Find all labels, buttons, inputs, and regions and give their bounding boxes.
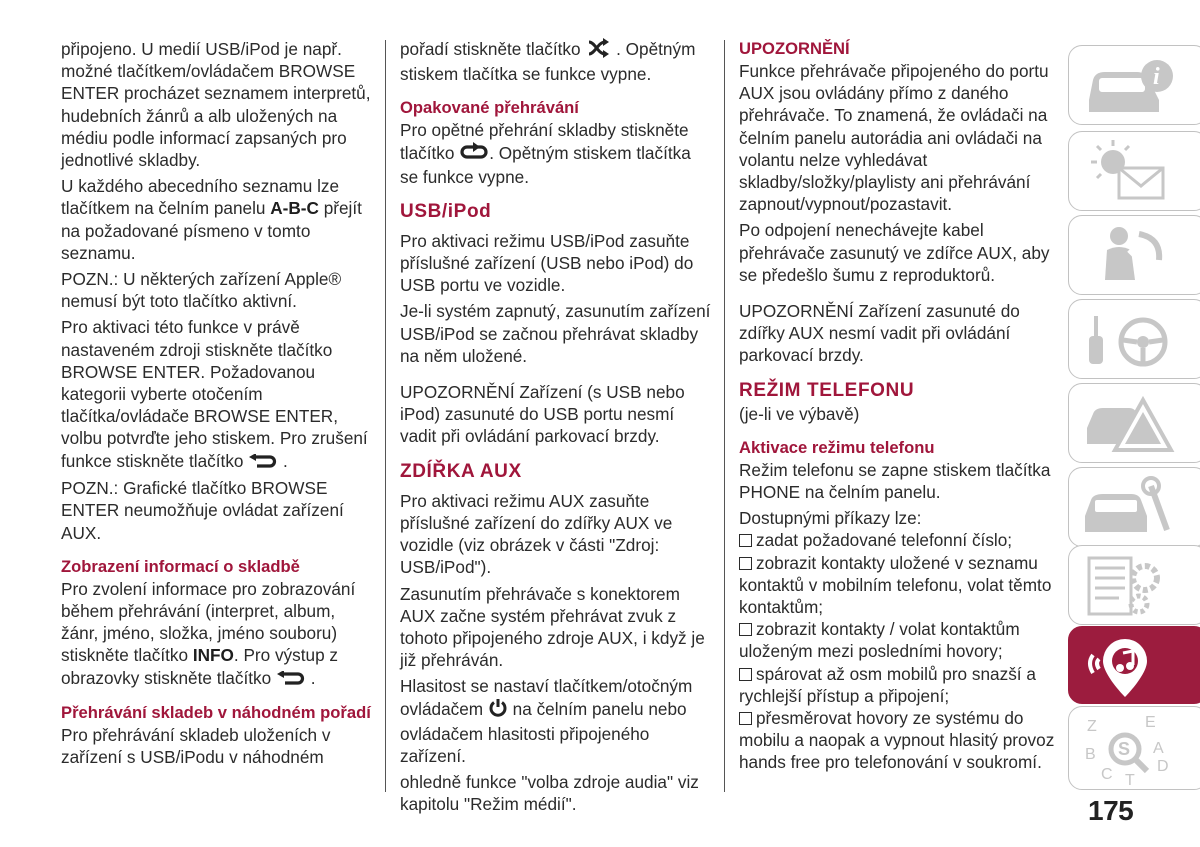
section-heading: Opakované přehrávání xyxy=(400,98,579,118)
checkbox-bullet-icon xyxy=(739,668,752,681)
multimedia-music-icon xyxy=(1079,631,1179,703)
text: pořadí stiskněte tlačítko xyxy=(400,39,581,60)
text: Hlasitost se nastaví tlačítkem/otočným ovládačem xyxy=(400,676,693,719)
text-column-2 xyxy=(400,38,712,820)
back-arrow-icon xyxy=(248,451,278,473)
text: . Opětným stiskem tlačítka se funkce vypne. xyxy=(400,142,691,187)
text: . Pro výstup z obrazovky stiskněte tlačítko xyxy=(61,645,339,688)
list-item xyxy=(739,663,1055,707)
checkbox-bullet-icon xyxy=(739,623,752,636)
abc-key-label: A-B-C xyxy=(270,198,319,219)
car-wrench-icon xyxy=(1079,472,1179,544)
text: Pro zvolení informace pro zobrazování během přehrávání (interpret, album, žánr, jméno, složka, jméno souboru) stiskněte tlačítko xyxy=(61,578,356,666)
svg-text:T: T xyxy=(1125,772,1135,787)
list-item xyxy=(739,529,1055,551)
page-number: 175 xyxy=(1088,795,1134,826)
svg-text:E: E xyxy=(1145,714,1156,731)
paragraph xyxy=(61,316,373,473)
paragraph xyxy=(400,38,712,85)
note: POZN.: U některých zařízení Apple® nemusí být toto tlačítko aktivní. xyxy=(61,269,342,312)
svg-text:C: C xyxy=(1101,766,1113,783)
paragraph xyxy=(61,578,373,690)
tab-technical-data[interactable] xyxy=(1068,545,1200,625)
paragraph: Režim telefonu se zapne stiskem tlačítka PHONE na čelním panelu. xyxy=(739,459,1051,503)
paragraph: Dostupnými příkazy lze: xyxy=(739,508,922,529)
warning-heading: UPOZORNĚNÍ xyxy=(739,39,850,58)
list-item-text: zadat požadované telefonní číslo; xyxy=(756,530,1013,551)
svg-text:B: B xyxy=(1085,746,1096,763)
svg-text:i: i xyxy=(1153,64,1160,90)
tab-emergency[interactable] xyxy=(1068,383,1200,463)
paragraph: Zasunutím přehrávače s konektorem AUX začne systém přehrávat zvuk z tohoto připojeného zdroje AUX, i když je již přehráván. xyxy=(400,583,705,671)
text-column-1 xyxy=(61,38,373,773)
checkbox-bullet-icon xyxy=(739,712,752,725)
repeat-icon xyxy=(459,142,489,165)
lights-mail-icon xyxy=(1079,136,1179,208)
section-heading: Aktivace režimu telefonu xyxy=(739,437,935,457)
paragraph xyxy=(400,119,712,187)
paragraph: Pro přehrávání skladeb uloženích v zařízení s USB/iPodu v náhodném xyxy=(61,725,331,768)
warning-triangle-icon xyxy=(1079,388,1179,460)
warning-note: UPOZORNĚNÍ Zařízení zasunuté do zdířky AUX nesmí vadit při ovládání parkovací brzdy. xyxy=(739,301,1020,366)
section-heading: ZDÍŘKA AUX xyxy=(400,460,522,482)
svg-text:S: S xyxy=(1118,739,1131,759)
tab-index[interactable] xyxy=(1068,706,1200,790)
column-divider xyxy=(724,40,725,792)
text: Pro aktivaci této funkce v právě nastaveném zdroji stiskněte tlačítko BROWSE ENTER. Požadovanou kategorii vyberte otočením tlačítka/ovládače BROWSE ENTER, volbu potvrďte jeho stiskem. Pro zrušení funkce stiskněte tlačítko xyxy=(61,317,368,471)
availability-note: (je-li ve výbavě) xyxy=(739,403,860,424)
note: POZN.: Grafické tlačítko BROWSE ENTER neumožňuje ovládat zařízení AUX. xyxy=(61,478,344,543)
document-gear-icon xyxy=(1079,550,1179,622)
list-item-text: zobrazit kontakty uložené v seznamu kontaktů v mobilním telefonu, volat těmto kontaktům; xyxy=(739,552,1052,618)
list-item-text: spárovat až osm mobilů pro snazší a rychlejší přístup a připojení; xyxy=(739,663,1036,706)
text: na čelním panelu nebo ovládačem hlasitosti připojeného zařízení. xyxy=(400,698,687,766)
paragraph: Pro aktivaci režimu USB/iPod zasuňte příslušné zařízení (USB nebo iPod) do USB portu ve vozidle. xyxy=(400,230,694,296)
paragraph: Pro aktivaci režimu AUX zasuňte příslušné zařízení do zdířky AUX ve vozidle (viz obrázek v části "Zdroj: USB/iPod"). xyxy=(400,490,673,578)
text: . Opětným stiskem tlačítka se funkce vypne. xyxy=(400,39,696,85)
paragraph: připojeno. U medií USB/iPod je např. možné tlačítkem/ovládačem BROWSE ENTER procházet seznamem interpretů, hudebních žánrů a alb uložených na médiu podle informací zapsaných pro jednotlivé skladby. xyxy=(61,39,371,171)
key-steering-icon xyxy=(1079,304,1179,376)
warning-note: UPOZORNĚNÍ Zařízení (s USB nebo iPod) zasunuté do USB portu nesmí vadit při ovládání parkovací brzdy. xyxy=(400,382,685,447)
list-item xyxy=(739,618,1055,662)
back-arrow-icon xyxy=(276,668,306,690)
text: . xyxy=(278,450,288,471)
svg-text:D: D xyxy=(1157,758,1169,775)
svg-text:A: A xyxy=(1153,740,1164,757)
section-heading: REŽIM TELEFONU xyxy=(739,379,915,401)
tab-safety[interactable] xyxy=(1068,215,1200,295)
paragraph xyxy=(61,175,373,264)
paragraph: Po odpojení nenechávejte kabel přehrávače zasunutý ve zdířce AUX, aby se předešlo šumu z reproduktorů. xyxy=(739,220,1050,285)
text: Pro opětné přehrání skladby stiskněte tlačítko xyxy=(400,120,689,163)
list-item xyxy=(739,707,1055,774)
alphabetical-index-icon xyxy=(1079,711,1179,787)
checkbox-bullet-icon xyxy=(739,557,752,570)
text: U každého abecedního seznamu lze tlačítkem na čelním panelu xyxy=(61,176,340,219)
tab-key-steering[interactable] xyxy=(1068,299,1200,379)
checkbox-bullet-icon xyxy=(739,534,752,547)
text-column-3 xyxy=(739,38,1055,774)
section-heading: USB/iPod xyxy=(400,200,492,222)
power-volume-icon xyxy=(488,698,508,723)
tab-multimedia[interactable] xyxy=(1068,626,1200,704)
section-heading: Zobrazení informací o skladbě xyxy=(61,556,300,576)
tab-car-info[interactable] xyxy=(1068,45,1200,125)
list-item-text: přesměrovat hovory ze systému do mobilu a naopak a vypnout hlasitý provoz hands free pro telefonování v soukromí. xyxy=(739,708,1055,773)
text: . xyxy=(305,667,316,688)
section-heading: Přehrávání skladeb v náhodném pořadí xyxy=(61,703,371,723)
paragraph xyxy=(400,675,712,767)
column-divider xyxy=(385,40,386,792)
info-key-label: INFO xyxy=(192,645,234,666)
airbag-person-icon xyxy=(1079,220,1179,292)
svg-text:Z: Z xyxy=(1087,718,1097,735)
tab-lights-mail[interactable] xyxy=(1068,131,1200,211)
command-list xyxy=(739,529,1055,773)
paragraph: Je-li systém zapnutý, zasunutím zařízení USB/iPod se začnou přehrávat skladby na něm uložené. xyxy=(400,301,711,366)
car-info-icon xyxy=(1079,50,1179,122)
paragraph: ohledně funkce "volba zdroje audia" viz kapitolu "Režim médií". xyxy=(400,772,699,815)
shuffle-icon xyxy=(585,38,611,63)
paragraph: Funkce přehrávače připojeného do portu AUX jsou ovládány přímo z daného přehrávače. To znamená, že ovládači na čelním panelu autorádia ani ovládači na volantu nelze vyhledávat skladby/složky/playlisty ani přehrávání zapnout/vypnout/pozastavit. xyxy=(739,61,1049,215)
tab-service[interactable] xyxy=(1068,467,1200,547)
list-item-text: zobrazit kontakty / volat kontaktům uloženým mezi posledními hovory; xyxy=(739,619,1020,662)
text: přejít na požadované písmeno v tomto seznamu. xyxy=(61,198,362,263)
list-item xyxy=(739,552,1055,619)
